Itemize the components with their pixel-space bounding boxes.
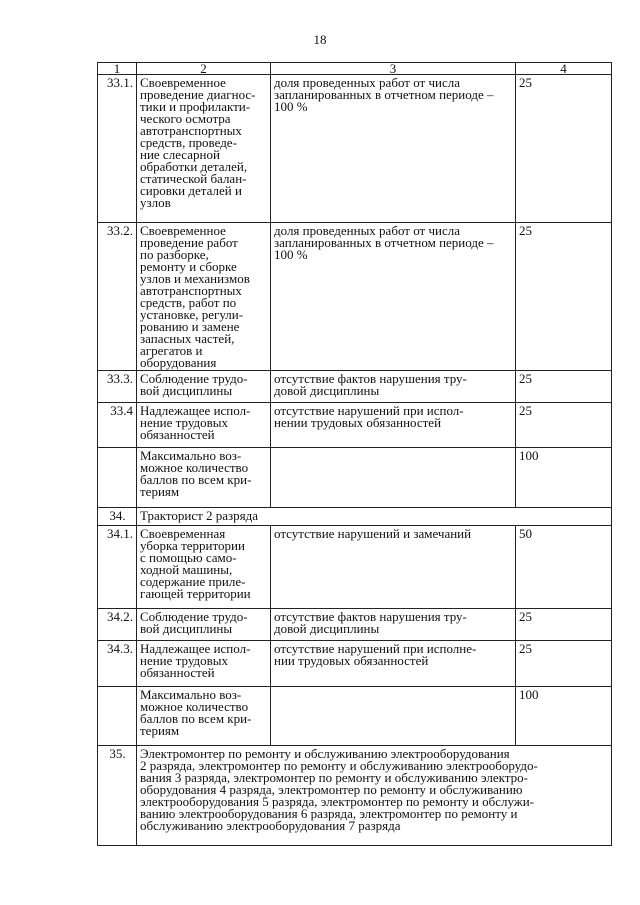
section-title: Тракторист 2 разряда — [137, 508, 612, 526]
points-cell: 25 — [516, 641, 612, 687]
section-number: 35. — [98, 746, 137, 846]
table-row — [98, 609, 612, 641]
table-header-row — [98, 63, 612, 75]
row-number: 33.1. — [98, 75, 137, 223]
indicator-cell: доля проведенных работ от числа запланированных в отчетном периоде – 100 % — [271, 75, 516, 223]
points-cell: 25 — [516, 403, 612, 448]
points-cell: 25 — [516, 609, 612, 641]
table-row — [98, 526, 612, 609]
table-row — [98, 75, 612, 223]
row-number: 33.4 — [98, 403, 137, 448]
indicator-cell: отсутствие фактов нарушения тру- довой дисциплины — [271, 609, 516, 641]
table-row — [98, 371, 612, 403]
points-cell: 25 — [516, 371, 612, 403]
indicator-cell: отсутствие нарушений при испол- нении трудовых обязанностей — [271, 403, 516, 448]
indicator-cell: отсутствие фактов нарушения тру- довой дисциплины — [271, 371, 516, 403]
criterion-cell: Соблюдение трудо- вой дисциплины — [137, 609, 271, 641]
indicator-cell: доля проведенных работ от числа запланированных в отчетном периоде – 100 % — [271, 223, 516, 371]
points-cell: 100 — [516, 687, 612, 746]
criterion-cell: Надлежащее испол- нение трудовых обязанностей — [137, 403, 271, 448]
points-cell: 25 — [516, 75, 612, 223]
header-col-2: 2 — [137, 63, 271, 75]
section-number: 34. — [98, 508, 137, 526]
table-row — [98, 641, 612, 687]
section-row — [98, 508, 612, 526]
row-number — [98, 448, 137, 508]
indicator-cell: отсутствие нарушений и замечаний — [271, 526, 516, 609]
points-cell: 25 — [516, 223, 612, 371]
header-col-4: 4 — [516, 63, 612, 75]
criterion-cell: Своевременная уборка территории с помощью само- ходной машины, содержание приле- гающей территории — [137, 526, 271, 609]
total-row — [98, 448, 612, 508]
points-cell: 100 — [516, 448, 612, 508]
indicator-cell: отсутствие нарушений при исполне- нии трудовых обязанностей — [271, 641, 516, 687]
row-number: 34.2. — [98, 609, 137, 641]
criterion-cell: Своевременное проведение работ по разборке, ремонту и сборке узлов и механизмов автотранспортных средств, работ по установке, регули- рованию и замене запасных частей, агрегатов и оборудования — [137, 223, 271, 371]
indicator-cell — [271, 448, 516, 508]
section-title: Электромонтер по ремонту и обслуживанию электрооборудования 2 разряда, электромонтер по ремонту и обслуживанию электрооборудо- вания 3 разряда, электромонтер по ремонту и обслуживанию электро- оборудования 4 разряда, электромонтер по ремонту и обслуживанию электрооборудования 5 разряда, электромонтер по ремонту и обслужи- ванию электрооборудования 6 разряда, электромонтер по ремонту и обслуживанию электрооборудования 7 разряда — [137, 746, 612, 846]
row-number: 34.3. — [98, 641, 137, 687]
criteria-table — [97, 62, 612, 846]
criterion-cell: Своевременное проведение диагнос- тики и профилакти- ческого осмотра автотранспортных средств, проведе- ние слесарной обработки деталей, статической балан- сировки деталей и узлов — [137, 75, 271, 223]
page-number: 18 — [313, 32, 327, 47]
header-col-3: 3 — [271, 63, 516, 75]
points-cell: 50 — [516, 526, 612, 609]
criterion-cell: Максимально воз- можное количество баллов по всем кри- териям — [137, 448, 271, 508]
criterion-cell: Надлежащее испол- нение трудовых обязанностей — [137, 641, 271, 687]
row-number — [98, 687, 137, 746]
indicator-cell — [271, 687, 516, 746]
total-row — [98, 687, 612, 746]
row-number: 33.2. — [98, 223, 137, 371]
row-number: 34.1. — [98, 526, 137, 609]
section-row — [98, 746, 612, 846]
table-row — [98, 223, 612, 371]
criterion-cell: Соблюдение трудо- вой дисциплины — [137, 371, 271, 403]
criterion-cell: Максимально воз- можное количество баллов по всем кри- териям — [137, 687, 271, 746]
table-row — [98, 403, 612, 448]
row-number: 33.3. — [98, 371, 137, 403]
header-col-1: 1 — [98, 63, 137, 75]
